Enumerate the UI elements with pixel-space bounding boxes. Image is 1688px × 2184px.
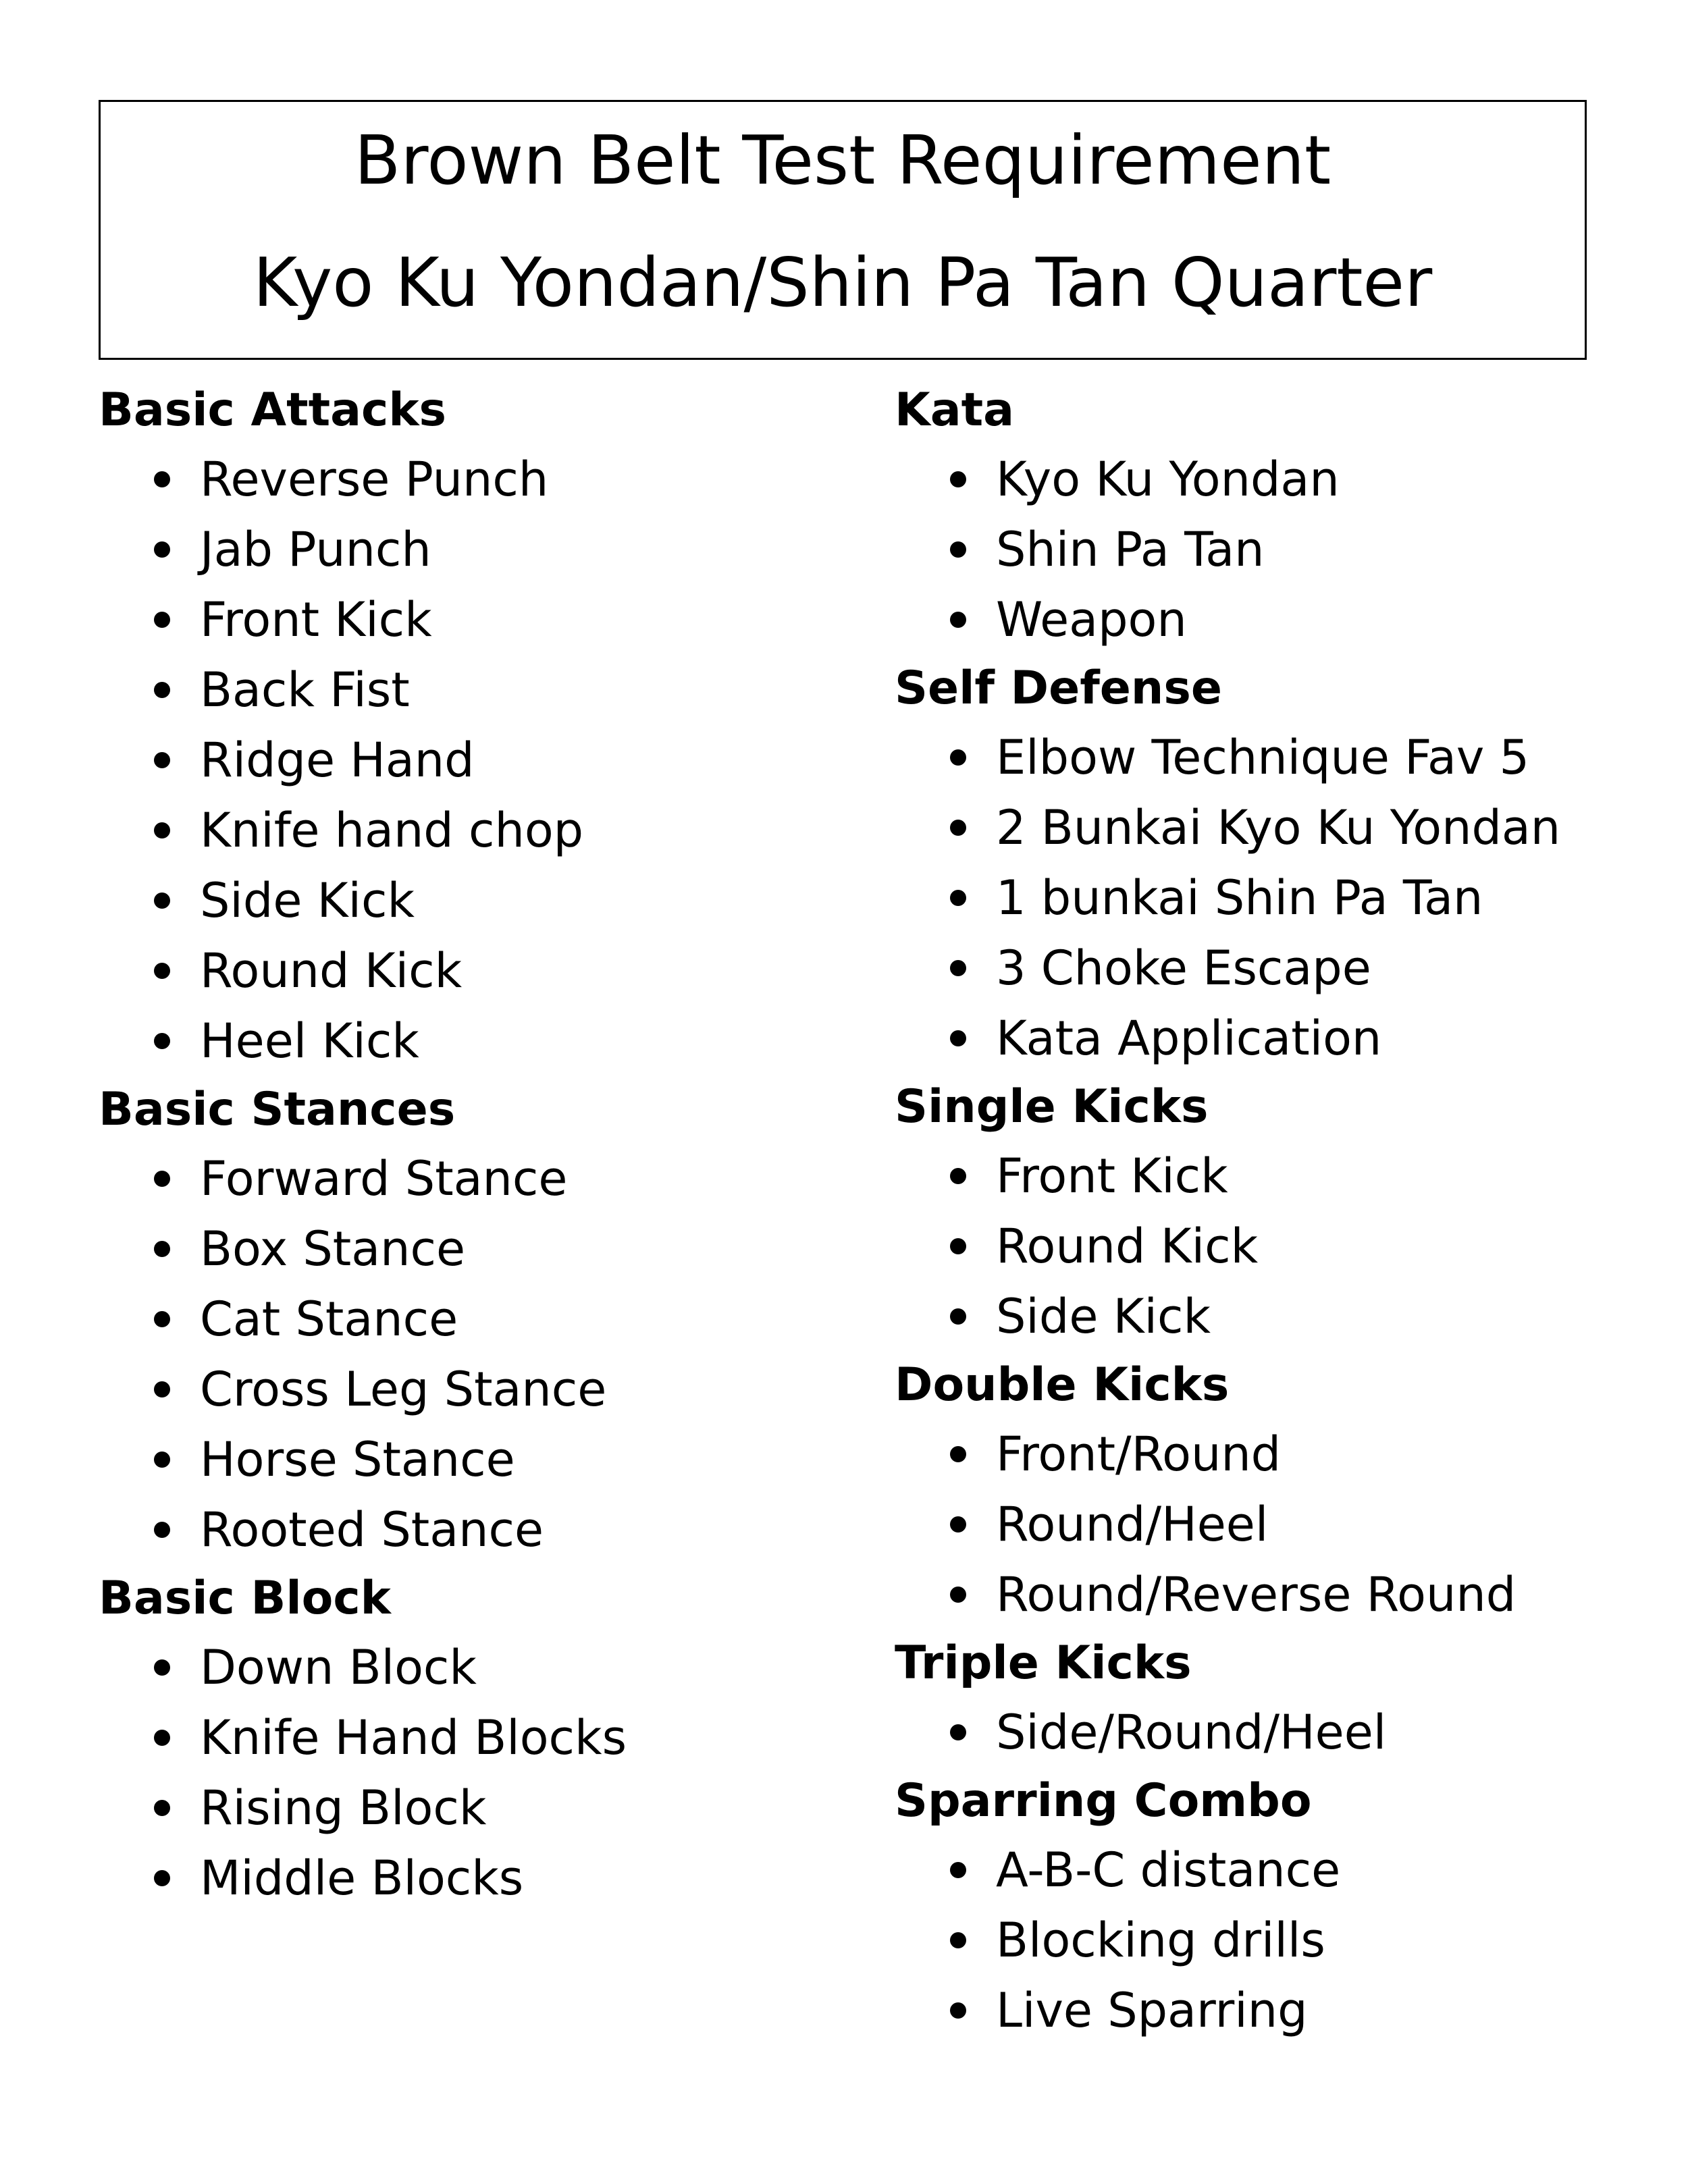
list-item: [99, 1354, 875, 1424]
bullet-icon: [154, 1730, 170, 1746]
bullet-icon: [154, 1659, 170, 1676]
list-item-label: 3 Choke Escape: [996, 940, 1371, 996]
list-item: [99, 725, 875, 795]
list-item: [895, 1560, 1637, 1630]
item-list: [895, 1697, 1637, 1767]
list-item: [99, 1214, 875, 1284]
bullet-icon: [154, 1870, 170, 1886]
list-item: [895, 722, 1637, 793]
bullet-icon: [950, 1932, 966, 1948]
list-item: [99, 585, 875, 655]
list-item-label: Rising Block: [200, 1780, 487, 1836]
bullet-icon: [154, 893, 170, 909]
list-item-label: Shin Pa Tan: [996, 522, 1265, 577]
bullet-icon: [950, 960, 966, 976]
section-heading: Self Defense: [895, 662, 1222, 715]
list-item-label: Round Kick: [996, 1219, 1259, 1274]
list-item: [895, 1489, 1637, 1560]
list-item-label: Blocking drills: [996, 1913, 1325, 1968]
bullet-icon: [950, 1724, 966, 1740]
list-item: [895, 933, 1637, 1003]
list-item: [895, 1211, 1637, 1281]
list-item-label: Elbow Technique Fav 5: [996, 730, 1530, 785]
list-item: [895, 585, 1637, 655]
list-item: [99, 936, 875, 1006]
bullet-icon: [154, 1451, 170, 1468]
list-item: [99, 1006, 875, 1076]
list-item: [895, 793, 1637, 863]
bullet-icon: [950, 1030, 966, 1046]
item-list: [99, 444, 875, 1076]
section-heading: Single Kicks: [895, 1080, 1209, 1134]
list-item-label: Round/Reverse Round: [996, 1567, 1516, 1622]
list-item-label: Side Kick: [200, 873, 415, 928]
list-item-label: Forward Stance: [200, 1151, 568, 1206]
item-list: [99, 1632, 875, 1913]
list-item-label: Jab Punch: [200, 522, 431, 577]
list-item: [895, 1419, 1637, 1489]
item-list: [895, 1141, 1637, 1352]
list-item: [99, 1284, 875, 1354]
section-heading: Basic Block: [99, 1572, 391, 1625]
bullet-icon: [154, 471, 170, 487]
section-heading: Kata: [895, 383, 1014, 437]
list-item: [99, 655, 875, 725]
list-item-label: Back Fist: [200, 662, 410, 718]
section-basic-stances: [99, 1076, 875, 1565]
bullet-icon: [154, 1171, 170, 1187]
list-item-label: Front Kick: [996, 1148, 1228, 1204]
bullet-icon: [950, 1168, 966, 1184]
bullet-icon: [154, 1241, 170, 1257]
item-list: [895, 1835, 1637, 2046]
bullet-icon: [154, 682, 170, 698]
list-item-label: Live Sparring: [996, 1983, 1308, 2038]
item-list: [895, 444, 1637, 655]
list-item-label: Ridge Hand: [200, 733, 475, 788]
page-title: Brown Belt Test Requirement: [354, 121, 1331, 200]
list-item: [99, 1144, 875, 1214]
list-item-label: Horse Stance: [200, 1432, 515, 1487]
list-item: [895, 863, 1637, 933]
bullet-icon: [154, 1800, 170, 1816]
section-double-kicks: [895, 1352, 1637, 1630]
list-item: [99, 1632, 875, 1703]
bullet-icon: [950, 1446, 966, 1462]
list-item-label: Front/Round: [996, 1427, 1282, 1482]
section-basic-block: [99, 1565, 875, 1913]
section-self-defense: [895, 655, 1637, 1073]
list-item: [895, 1905, 1637, 1975]
left-column: [99, 377, 875, 1913]
page-subtitle: Kyo Ku Yondan/Shin Pa Tan Quarter: [253, 243, 1433, 322]
list-item: [99, 1495, 875, 1565]
list-item: [99, 444, 875, 514]
list-item: [895, 1835, 1637, 1905]
list-item: [895, 1141, 1637, 1211]
list-item-label: Weapon: [996, 592, 1187, 647]
section-kata: [895, 377, 1637, 655]
section-heading: Basic Stances: [99, 1083, 456, 1136]
list-item: [99, 865, 875, 936]
list-item-label: Kyo Ku Yondan: [996, 452, 1340, 507]
list-item-label: Knife Hand Blocks: [200, 1710, 627, 1765]
list-item: [895, 1697, 1637, 1767]
list-item: [99, 514, 875, 585]
bullet-icon: [950, 1308, 966, 1325]
bullet-icon: [950, 890, 966, 906]
list-item-label: Round/Heel: [996, 1497, 1269, 1552]
list-item: [99, 795, 875, 865]
list-item: [99, 1424, 875, 1495]
list-item-label: Knife hand chop: [200, 803, 584, 858]
bullet-icon: [154, 752, 170, 768]
list-item-label: Down Block: [200, 1640, 477, 1695]
bullet-icon: [154, 963, 170, 979]
bullet-icon: [154, 1311, 170, 1327]
bullet-icon: [154, 1033, 170, 1049]
item-list: [895, 1419, 1637, 1630]
section-heading: Double Kicks: [895, 1358, 1230, 1412]
bullet-icon: [154, 1522, 170, 1538]
title-box: [99, 100, 1587, 360]
bullet-icon: [950, 612, 966, 628]
list-item: [99, 1843, 875, 1913]
bullet-icon: [950, 1516, 966, 1533]
list-item: [895, 1003, 1637, 1073]
bullet-icon: [154, 822, 170, 838]
list-item: [895, 444, 1637, 514]
section-single-kicks: [895, 1073, 1637, 1352]
list-item-label: Side/Round/Heel: [996, 1705, 1387, 1760]
list-item-label: 1 bunkai Shin Pa Tan: [996, 870, 1483, 926]
list-item-label: Heel Kick: [200, 1013, 419, 1069]
list-item-label: Middle Blocks: [200, 1850, 524, 1906]
list-item-label: A-B-C distance: [996, 1842, 1341, 1898]
bullet-icon: [154, 612, 170, 628]
list-item-label: Front Kick: [200, 592, 432, 647]
list-item: [895, 514, 1637, 585]
bullet-icon: [950, 471, 966, 487]
item-list: [895, 722, 1637, 1073]
list-item-label: Round Kick: [200, 943, 463, 998]
list-item-label: Side Kick: [996, 1289, 1211, 1344]
right-column: [895, 377, 1637, 2046]
bullet-icon: [950, 1862, 966, 1878]
bullet-icon: [950, 2002, 966, 2019]
bullet-icon: [950, 820, 966, 836]
list-item-label: 2 Bunkai Kyo Ku Yondan: [996, 800, 1561, 855]
list-item: [99, 1773, 875, 1843]
bullet-icon: [950, 541, 966, 558]
list-item-label: Kata Application: [996, 1011, 1382, 1066]
list-item-label: Reverse Punch: [200, 452, 549, 507]
list-item-label: Cat Stance: [200, 1291, 458, 1347]
section-sparring-combo: [895, 1767, 1637, 2046]
item-list: [99, 1144, 875, 1565]
list-item-label: Cross Leg Stance: [200, 1362, 607, 1417]
section-heading: Triple Kicks: [895, 1636, 1192, 1690]
list-item: [895, 1281, 1637, 1352]
bullet-icon: [950, 1587, 966, 1603]
bullet-icon: [950, 749, 966, 766]
section-heading: Sparring Combo: [895, 1774, 1312, 1828]
section-triple-kicks: [895, 1630, 1637, 1767]
list-item: [99, 1703, 875, 1773]
list-item-label: Box Stance: [200, 1221, 466, 1277]
list-item: [895, 1975, 1637, 2046]
list-item-label: Rooted Stance: [200, 1502, 544, 1557]
bullet-icon: [154, 1381, 170, 1397]
section-heading: Basic Attacks: [99, 383, 447, 437]
bullet-icon: [154, 541, 170, 558]
section-basic-attacks: [99, 377, 875, 1076]
bullet-icon: [950, 1238, 966, 1254]
